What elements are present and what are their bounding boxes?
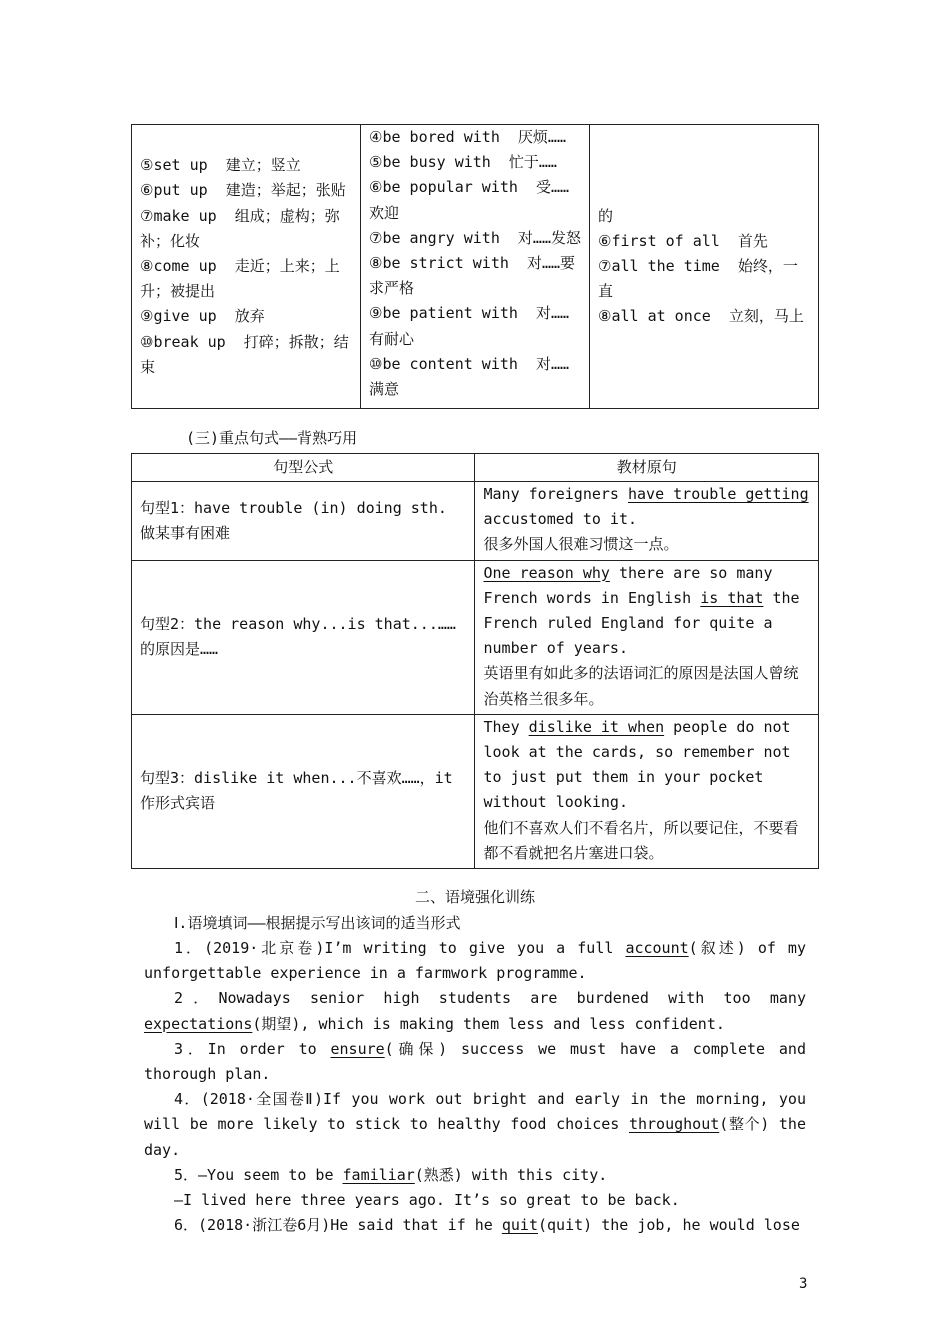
exercise-text: 1．(2019·北京卷)I’m writing to give you a full [174,939,626,957]
list-item: 的 [598,206,614,225]
exercise-text: 3．In order to [174,1039,331,1058]
text: accustomed to it. [483,485,818,529]
table-row [132,560,819,714]
exercise-text: —I lived here three years ago. It’s so great to be back. [174,1191,680,1210]
list-item: ⑩break up 打碎；拆散；结束 [140,332,349,376]
exercise-text: (quit) the job, he would lose [538,1216,800,1235]
text: the French ruled England for quite a number of years. [483,588,809,658]
pattern-cell: 句型2：the reason why...is that...……的原因是…… [132,560,475,714]
list-item: ⑧all at once 立刻，马上 [598,307,804,326]
exercise-text: 4．(2018·全国卷Ⅱ)If you work out bright and early in the morning, you will be more likely to stick to healthy food choices [144,1090,806,1134]
section-title: (三)重点句式——背熟巧用 [186,429,358,447]
list-item: ⑧be strict with 对……要求严格 [369,254,576,298]
source-translation: 英语里有如此多的法语词汇的原因是法国人曾统治英格兰很多年。 [483,664,799,708]
exercise-text: 6．(2018·浙江卷6月)He said that if he [174,1216,502,1235]
exercise-text: (确保) success we must have a complete and thorough plan. [144,1039,806,1084]
source-cell [475,714,819,868]
source-translation: 很多外国人很难习惯这一点。 [483,535,679,554]
table-row [132,125,819,409]
underlined-phrase: is that [700,588,764,607]
table-row [132,714,819,868]
phrases-table [131,124,819,409]
list-item: ⑤set up 建立；竖立 [140,156,301,175]
part-title: 二、语境强化训练 [414,888,535,906]
exercise-item [144,1213,806,1238]
list-item: ④be bored with 厌烦…… [369,128,566,146]
exercise-text: (熟悉) with this city. [414,1165,608,1184]
text: people do not look at the cards, so remember not to just put them in your pocket without looking. [483,717,800,812]
phrases-column-3 [590,125,819,409]
header-pattern: 句型公式 [132,454,475,482]
underlined-phrase: have trouble getting [627,485,809,503]
list-item: ⑦make up 组成；虚构；弥补；化妆 [140,206,340,250]
exercise-item [144,1087,806,1163]
list-item: ⑩be content with 对……满意 [369,354,570,399]
underlined-phrase: dislike it when [528,717,665,736]
source-cell [475,482,819,561]
table-header-row [132,454,819,482]
list-item: ⑥first of all 首先 [598,231,768,250]
list-item: ⑨be patient with 对……有耐心 [369,304,570,348]
phrases-column-2 [361,125,590,409]
answer-blank: expectations [144,1014,253,1033]
pattern-cell: 句型1：have trouble (in) doing sth. 做某事有困难 [132,482,475,561]
list-item: ⑦all the time 始终，一直 [598,257,798,301]
source-sentence [483,715,810,816]
exercise-text: (叙述) of my unforgettable experience in a farmwork programme. [144,939,806,983]
exercise-heading: Ⅰ.语境填词——根据提示写出该词的适当形式 [174,914,461,932]
header-source: 教材原句 [475,454,819,482]
exercise-text: 5．—You seem to be [174,1165,343,1184]
answer-blank: throughout [628,1115,720,1134]
exercise-item [144,986,806,1036]
exercise-text: 2．Nowadays senior high students are burdened with too many [174,989,806,1008]
exercise-item [144,1037,806,1087]
answer-blank: quit [501,1216,538,1235]
exercise-list [144,936,806,1238]
text: Many foreigners [483,485,628,503]
pattern-cell: 句型3：dislike it when...不喜欢……，it作形式宾语 [132,714,475,868]
source-sentence [483,561,810,662]
exercise-item [144,1163,806,1188]
list-item: ⑥be popular with 受……欢迎 [369,178,570,222]
answer-blank: familiar [342,1165,415,1184]
list-item: ⑦be angry with 对……发怒 [369,228,581,247]
list-item: ⑧come up 走近；上来；上升；被提出 [140,257,340,301]
text: They [483,717,529,736]
exercise-text: (整个) the day. [144,1115,806,1159]
source-cell [475,560,819,714]
source-sentence [483,482,818,532]
exercise-item [144,936,806,986]
table-row [132,482,819,561]
list-item: ⑥put up 建造；举起；张贴 [140,181,346,200]
answer-blank: account [625,939,689,957]
exercise-text: (期望), which is making them less and less confident. [252,1014,725,1033]
text: there are so many French words in English [483,563,782,607]
page-number: 3 [799,1276,808,1292]
list-item: ⑨give up 放弃 [140,307,265,326]
sentence-table [131,453,819,869]
list-item: ⑤be busy with 忙于…… [369,153,557,172]
exercise-item [144,1188,806,1213]
answer-blank: ensure [330,1039,385,1058]
phrases-column-1 [132,125,361,409]
underlined-phrase: One reason why [483,563,610,582]
source-translation: 他们不喜欢人们不看名片，所以要记住，不要看都不看就把名片塞进口袋。 [483,818,799,862]
